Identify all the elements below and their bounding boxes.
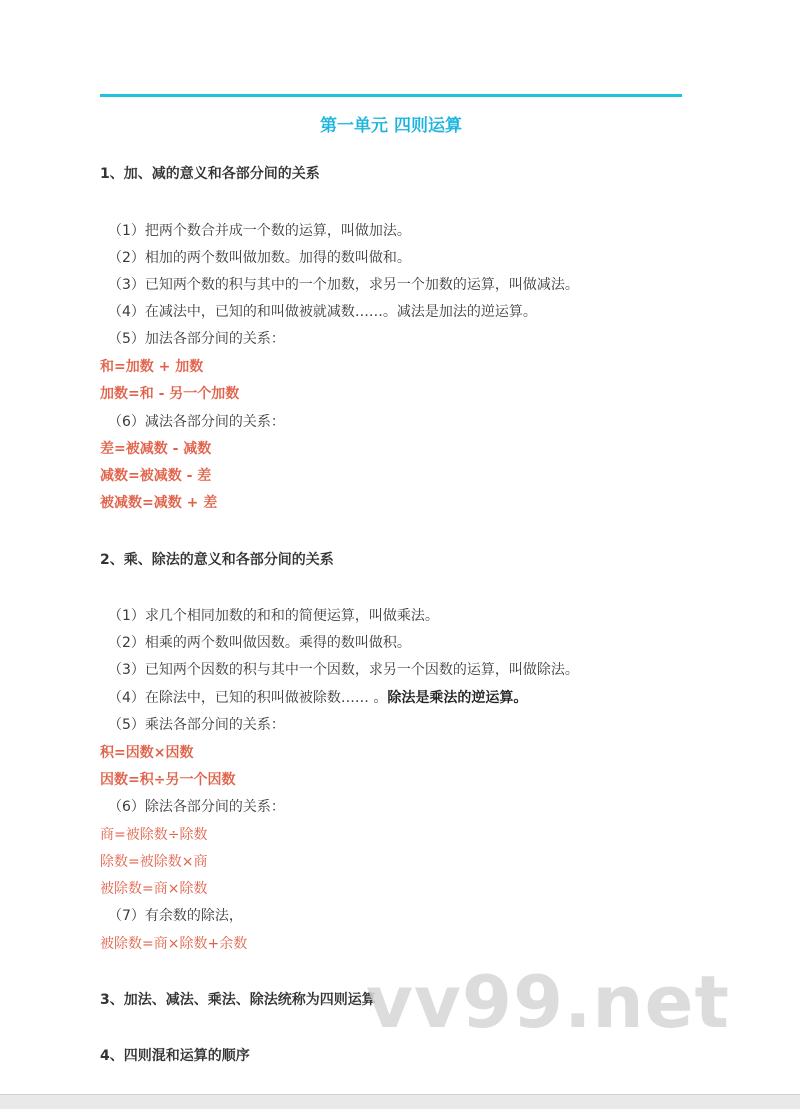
div-formula-3: 被除数=商×除数 — [100, 881, 208, 897]
s2-item-4 — [108, 689, 527, 707]
s1-item-3: （3）已知两个数的积与其中的一个加数，求另一个加数的运算，叫做减法。 — [108, 277, 579, 293]
add-formula-2: 加数=和 - 另一个加数 — [100, 386, 240, 402]
watermark: vv99.net — [366, 960, 730, 1044]
remainder-formula: 被除数=商×除数+余数 — [100, 936, 248, 952]
div-formula-2: 除数=被除数×商 — [100, 854, 208, 870]
s2-item-4-emphasis: 除法是乘法的逆运算。 — [387, 690, 528, 706]
title-rule — [100, 94, 682, 97]
s2-item-2: （2）相乘的两个数叫做因数。乘得的数叫做积。 — [108, 635, 411, 651]
s1-item-1: （1）把两个数合并成一个数的运算，叫做加法。 — [108, 223, 411, 239]
div-formula-1: 商=被除数÷除数 — [100, 827, 208, 843]
s2-item-3: （3）已知两个因数的积与其中一个因数，求另一个因数的运算，叫做除法。 — [108, 662, 579, 678]
s1-item-6: （6）减法各部分间的关系： — [108, 414, 285, 430]
page-bottom-strip — [0, 1094, 800, 1109]
s2-item-7: （7）有余数的除法， — [108, 908, 243, 924]
s2-item-4-text: （4）在除法中，已知的积叫做被除数…… 。 — [108, 690, 388, 706]
s1-item-2: （2）相加的两个数叫做加数。加得的数叫做和。 — [108, 250, 411, 266]
sub-formula-2: 减数=被减数 - 差 — [100, 468, 212, 484]
s1-item-5: （5）加法各部分间的关系： — [108, 331, 285, 347]
s2-item-5: （5）乘法各部分间的关系： — [108, 717, 285, 733]
sub-formula-1: 差=被减数 - 减数 — [100, 441, 212, 457]
section-4-heading: 4、四则混和运算的顺序 — [100, 1048, 250, 1064]
section-1-heading: 1、加、减的意义和各部分间的关系 — [100, 166, 320, 182]
s2-item-1: （1）求几个相同加数的和和的简便运算，叫做乘法。 — [108, 608, 439, 624]
add-formula-1: 和=加数 + 加数 — [100, 359, 204, 375]
mul-formula-2: 因数=积÷另一个因数 — [100, 772, 236, 788]
page-title: 第一单元 四则运算 — [320, 116, 462, 136]
section-3-heading: 3、加法、减法、乘法、除法统称为四则运算 — [100, 992, 376, 1008]
s2-item-6: （6）除法各部分间的关系： — [108, 799, 285, 815]
sub-formula-3: 被减数=减数 + 差 — [100, 495, 218, 511]
section-2-heading: 2、乘、除法的意义和各部分间的关系 — [100, 552, 334, 568]
s1-item-4: （4）在减法中，已知的和叫做被就减数……。减法是加法的逆运算。 — [108, 304, 537, 320]
mul-formula-1: 积=因数×因数 — [100, 745, 194, 761]
